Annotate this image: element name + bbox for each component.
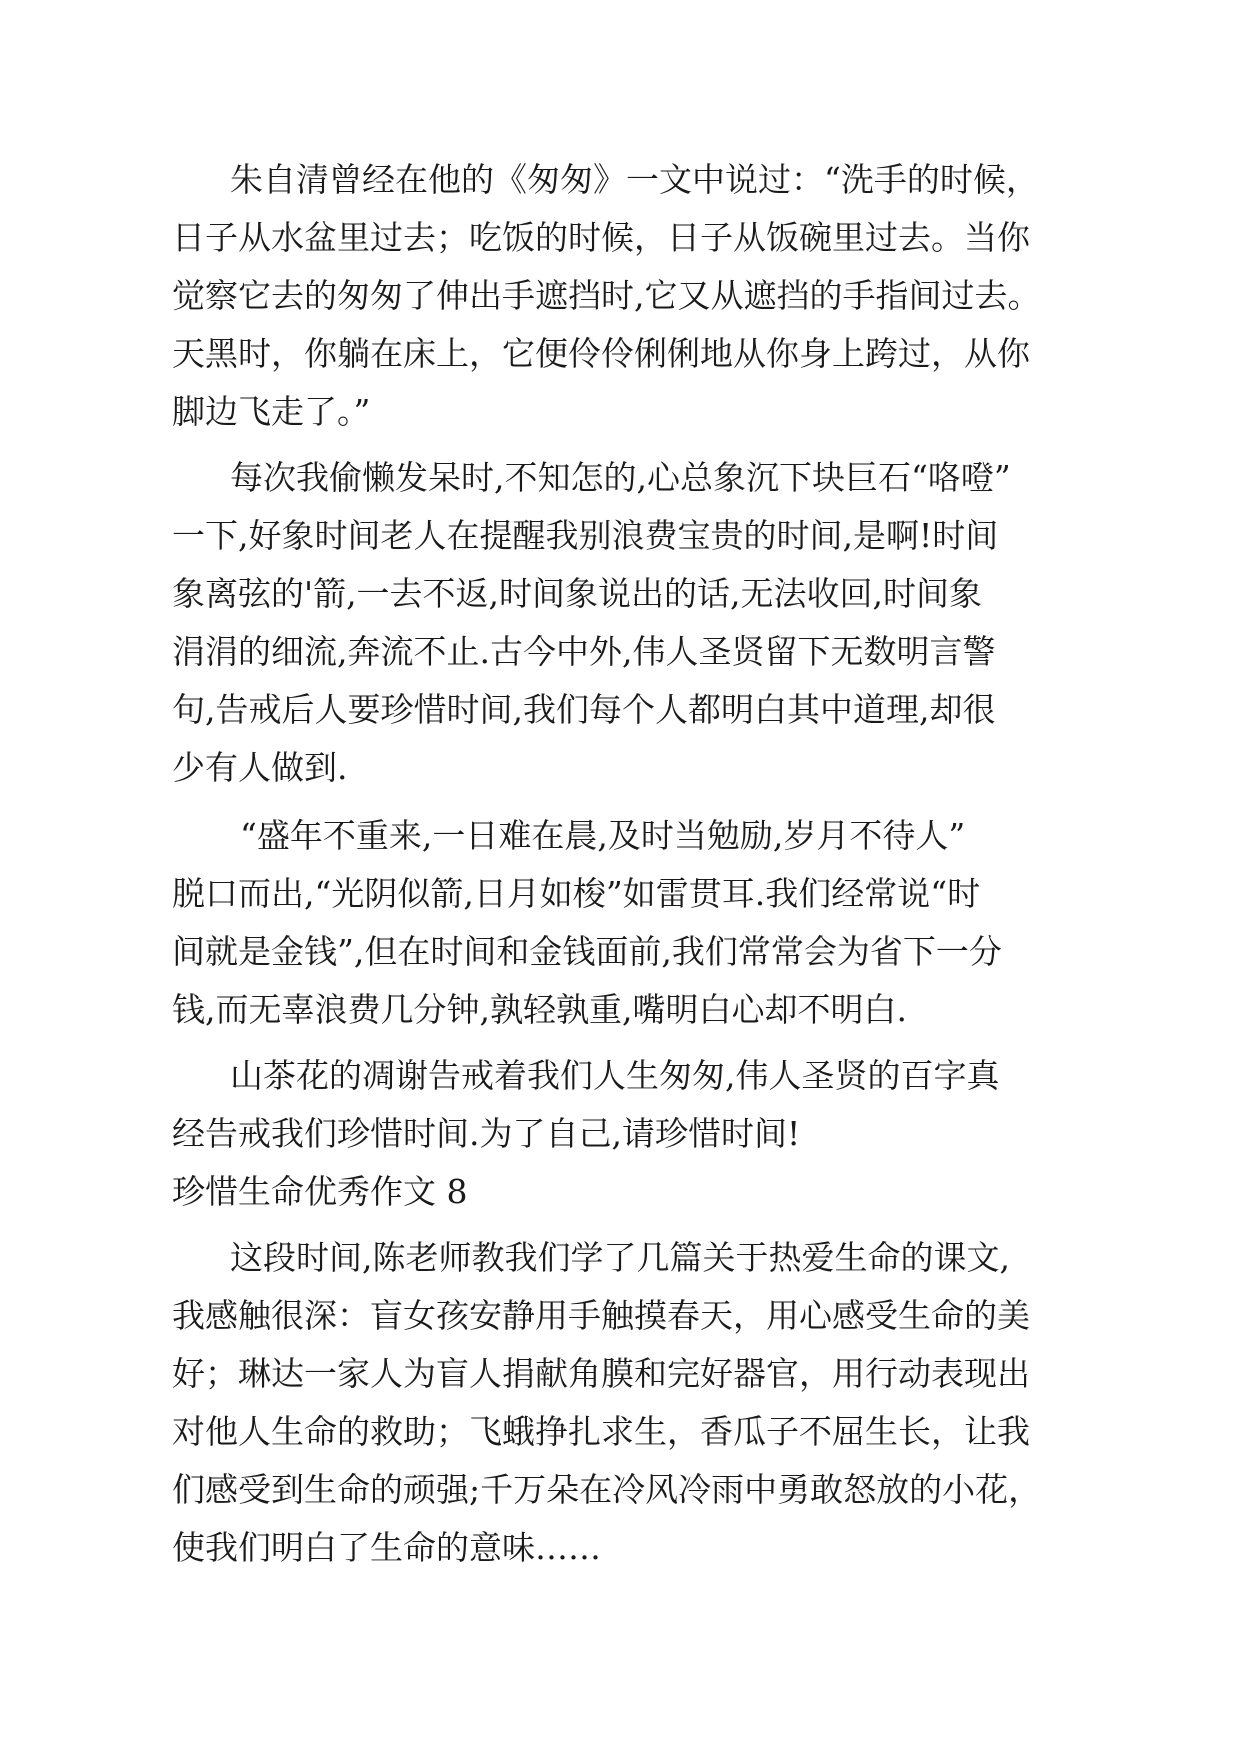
paragraph-line: 每次我偷懒发呆时,不知怎的,心总象沉下块巨石“咯噔”	[230, 458, 1011, 497]
paragraph-line: 这段时间,陈老师教我们学了几篇关于热爱生命的课文,	[230, 1238, 1010, 1277]
paragraph-line: 好；琳达一家人为盲人捐献角膜和完好器官，用行动表现出	[172, 1354, 1030, 1393]
paragraph-line: 句,告戒后人要珍惜时间,我们每个人都明白其中道理,却很	[172, 690, 996, 729]
paragraph-line: “盛年不重来,一日难在晨,及时当勉励,岁月不待人”	[240, 816, 966, 855]
paragraph-line: 经告戒我们珍惜时间.为了自己,请珍惜时间!	[172, 1114, 801, 1153]
paragraph-line: 朱自清曾经在他的《匆匆》一文中说过：“洗手的时候，	[230, 160, 1039, 199]
paragraph-line: 一下,好象时间老人在提醒我别浪费宝贵的时间,是啊!时间	[172, 516, 999, 555]
paragraph-line: 对他人生命的救助；飞蛾挣扎求生，香瓜子不屈生长，让我	[172, 1412, 1030, 1451]
paragraph-line: 觉察它去的匆匆了伸出手遮挡时,它又从遮挡的手指间过去。	[172, 276, 1041, 315]
paragraph-line: 天黑时，你躺在床上，它便伶伶俐俐地从你身上跨过，从你	[172, 334, 1030, 373]
paragraph-line: 们感受到生命的顽强;千万朵在冷风冷雨中勇敢怒放的小花，	[172, 1470, 1042, 1509]
paragraph-line: 山茶花的凋谢告戒着我们人生匆匆,伟人圣贤的百字真	[230, 1056, 1000, 1095]
paragraph-line: 间就是金钱”,但在时间和金钱面前,我们常常会为省下一分	[172, 932, 1002, 971]
paragraph-line: 少有人做到.	[172, 748, 348, 787]
paragraph-line: 脚边飞走了。”	[172, 392, 371, 431]
paragraph-line: 涓涓的细流,奔流不止.古今中外,伟人圣贤留下无数明言警	[172, 632, 996, 671]
paragraph-line: 我感触很深：盲女孩安静用手触摸春天，用心感受生命的美	[172, 1296, 1030, 1335]
paragraph-line: 使我们明白了生命的意味……	[172, 1528, 601, 1567]
section-heading: 珍惜生命优秀作文 8	[172, 1172, 468, 1211]
paragraph-line: 钱,而无辜浪费几分钟,孰轻孰重,嘴明白心却不明白.	[172, 990, 907, 1029]
paragraph-line: 象离弦的'箭,一去不返,时间象说出的话,无法收回,时间象	[172, 574, 983, 613]
paragraph-line: 脱口而出,“光阴似箭,日月如梭”如雷贯耳.我们经常说“时	[172, 874, 981, 913]
paragraph-line: 日子从水盆里过去；吃饭的时候，日子从饭碗里过去。当你	[172, 218, 1030, 257]
